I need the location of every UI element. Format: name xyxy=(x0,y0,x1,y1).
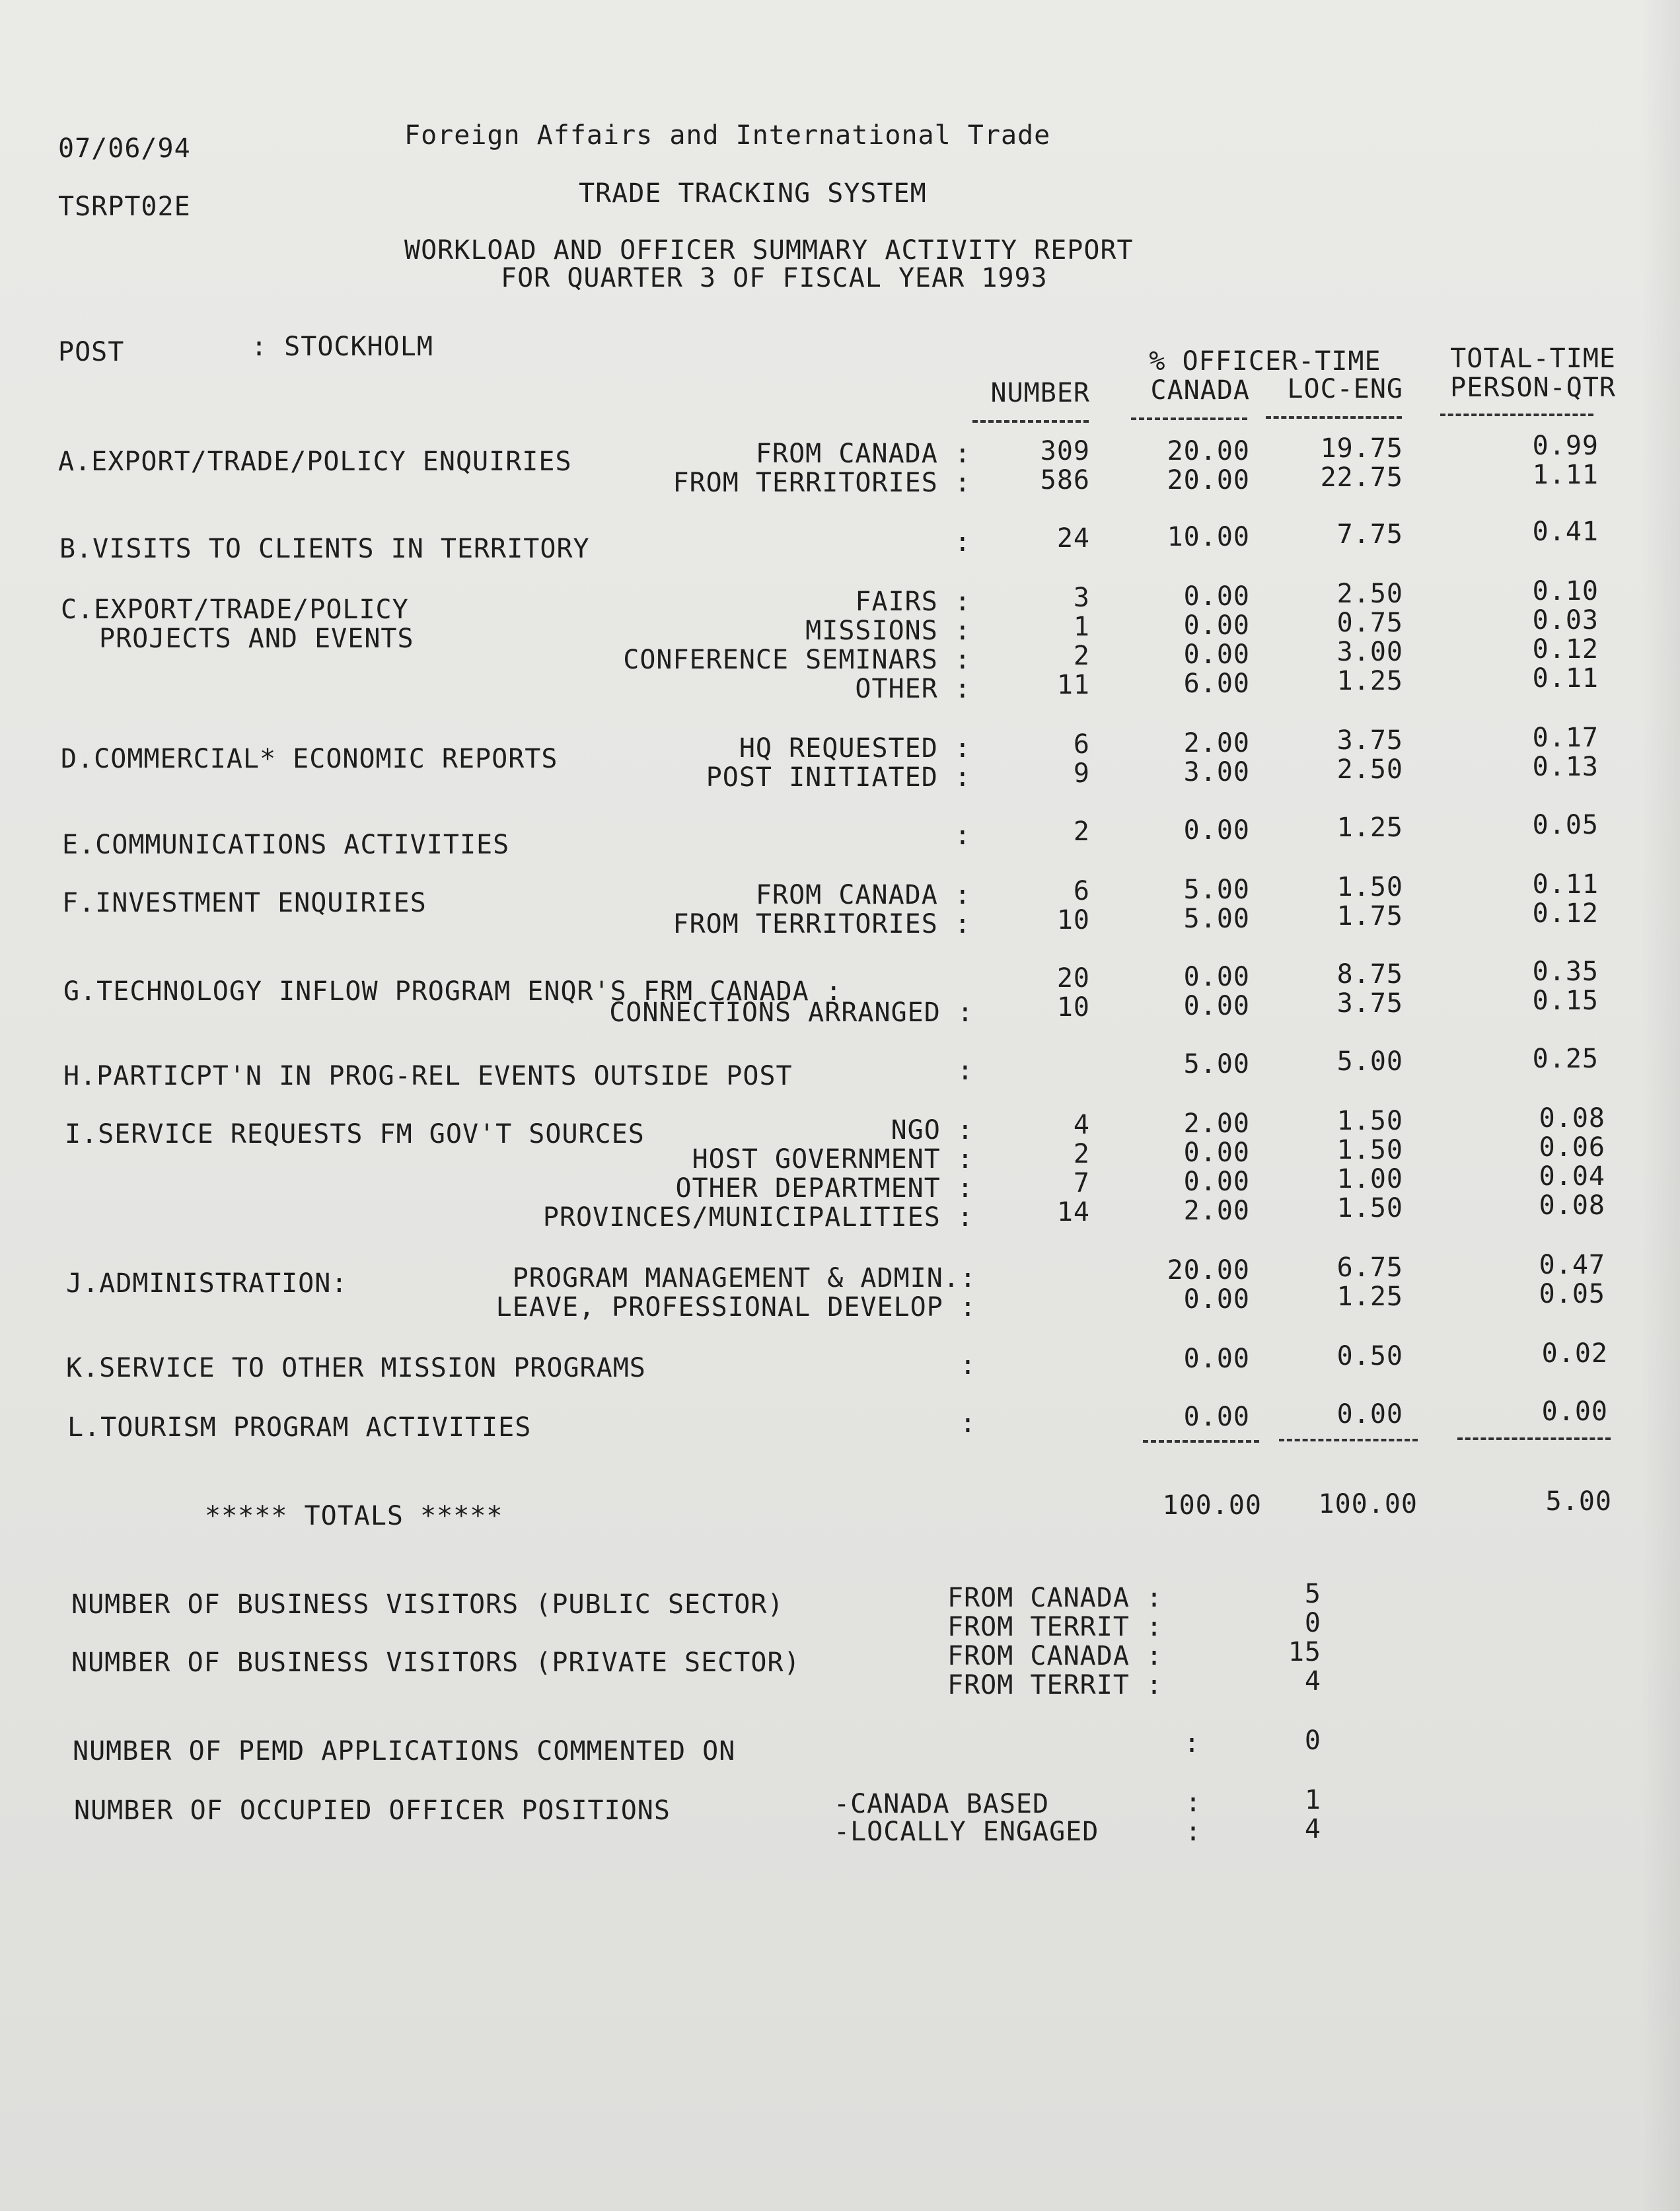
row-number: 14 xyxy=(1056,1197,1090,1227)
positions-canada-value: 1 xyxy=(1304,1785,1321,1815)
row-total: 0.11 xyxy=(1532,869,1599,900)
row-number: 1 xyxy=(1073,612,1090,642)
visitors-public-territ-label: FROM TERRIT : xyxy=(947,1612,1163,1642)
row-canada: 0.00 xyxy=(1183,1402,1250,1432)
row-loceng: 3.75 xyxy=(1336,988,1403,1019)
row-total: 0.13 xyxy=(1532,752,1599,782)
row-loceng: 1.50 xyxy=(1336,1135,1403,1165)
row-label: OTHER : xyxy=(855,674,971,704)
section-f-title: F.INVESTMENT ENQUIRIES xyxy=(62,888,427,918)
row-canada: 0.00 xyxy=(1183,1344,1250,1374)
row-loceng: 2.50 xyxy=(1336,579,1403,609)
row-number: 7 xyxy=(1073,1168,1090,1198)
pemd-label: NUMBER OF PEMD APPLICATIONS COMMENTED ON xyxy=(73,1736,736,1766)
visitors-private-territ-label: FROM TERRIT : xyxy=(947,1670,1163,1700)
row-loceng: 3.75 xyxy=(1336,725,1403,756)
pemd-value: 0 xyxy=(1304,1725,1321,1756)
row-label: HQ REQUESTED : xyxy=(739,733,971,764)
visitors-public-canada-value: 5 xyxy=(1304,1579,1321,1609)
col-loceng-rule xyxy=(1266,416,1402,419)
report-title-line1: WORKLOAD AND OFFICER SUMMARY ACTIVITY REPORT xyxy=(404,235,1134,266)
row-total: 0.15 xyxy=(1532,986,1599,1016)
row-number: 2 xyxy=(1073,1139,1090,1169)
row-canada: 6.00 xyxy=(1183,669,1250,699)
col-officer-time-header: % OFFICER-TIME xyxy=(1149,346,1381,377)
row-label: : xyxy=(959,1408,976,1439)
row-total: 0.08 xyxy=(1539,1190,1605,1221)
row-total: 0.00 xyxy=(1541,1396,1608,1427)
col-totaltime-header: TOTAL-TIME xyxy=(1450,344,1616,374)
row-canada: 0.00 xyxy=(1183,639,1250,670)
col-number-header: NUMBER xyxy=(990,378,1090,408)
row-label: FAIRS : xyxy=(855,587,971,617)
section-e-title: E.COMMUNICATIONS ACTIVITIES xyxy=(62,830,510,860)
row-canada: 20.00 xyxy=(1167,436,1250,466)
row-total: 0.11 xyxy=(1532,663,1599,694)
visitors-private-canada-label: FROM CANADA : xyxy=(947,1641,1163,1671)
department-name: Foreign Affairs and International Trade xyxy=(404,120,1051,151)
row-label: NGO : xyxy=(891,1115,974,1145)
row-loceng: 0.00 xyxy=(1336,1399,1403,1430)
row-number: 9 xyxy=(1073,758,1090,789)
col-personqtr-header: PERSON-QTR xyxy=(1450,373,1616,403)
row-total: 0.17 xyxy=(1532,723,1599,753)
row-canada: 0.00 xyxy=(1183,581,1250,612)
row-canada: 20.00 xyxy=(1167,465,1250,495)
system-name: TRADE TRACKING SYSTEM xyxy=(579,178,927,209)
col-loceng-header: LOC-ENG xyxy=(1287,374,1403,404)
section-g-title: G.TECHNOLOGY INFLOW PROGRAM ENQR'S FRM CANADA : xyxy=(63,976,842,1007)
row-label: PROGRAM MANAGEMENT & ADMIN.: xyxy=(512,1263,976,1293)
row-total: 1.11 xyxy=(1532,460,1599,490)
row-number: 24 xyxy=(1056,523,1090,554)
row-loceng: 1.25 xyxy=(1336,813,1403,843)
row-number: 2 xyxy=(1073,641,1090,671)
row-number: 10 xyxy=(1056,905,1090,935)
row-loceng: 5.00 xyxy=(1336,1046,1403,1077)
totals-total: 5.00 xyxy=(1545,1486,1612,1517)
row-label: CONFERENCE SEMINARS : xyxy=(623,645,971,675)
row-total: 0.05 xyxy=(1539,1279,1605,1309)
visitors-private-label: NUMBER OF BUSINESS VISITORS (PRIVATE SECTOR) xyxy=(71,1648,801,1678)
row-label: OTHER DEPARTMENT : xyxy=(675,1173,974,1204)
row-label: FROM CANADA : xyxy=(755,880,971,910)
row-canada: 2.00 xyxy=(1183,1196,1250,1226)
row-canada: 3.00 xyxy=(1183,757,1250,787)
section-i-title: I.SERVICE REQUESTS FM GOV'T SOURCES xyxy=(65,1119,645,1149)
row-canada: 0.00 xyxy=(1183,610,1250,641)
row-loceng: 6.75 xyxy=(1336,1252,1403,1283)
section-c-title-line2: PROJECTS AND EVENTS xyxy=(99,624,414,654)
positions-label: NUMBER OF OCCUPIED OFFICER POSITIONS xyxy=(74,1795,671,1826)
row-number: 4 xyxy=(1073,1110,1090,1140)
row-loceng: 1.50 xyxy=(1336,872,1403,902)
row-loceng: 1.25 xyxy=(1336,666,1403,696)
report-date: 07/06/94 xyxy=(58,133,191,164)
positions-local-value: 4 xyxy=(1304,1814,1321,1844)
row-canada: 0.00 xyxy=(1183,815,1250,846)
row-total: 0.12 xyxy=(1532,634,1599,665)
row-canada: 5.00 xyxy=(1183,1049,1250,1079)
visitors-public-label: NUMBER OF BUSINESS VISITORS (PUBLIC SECTOR) xyxy=(71,1589,784,1620)
row-canada: 0.00 xyxy=(1183,991,1250,1021)
row-canada: 2.00 xyxy=(1183,728,1250,758)
col-total-rule xyxy=(1440,414,1593,416)
row-label: CONNECTIONS ARRANGED : xyxy=(609,997,974,1028)
section-l-title: L.TOURISM PROGRAM ACTIVITIES xyxy=(67,1412,532,1443)
row-total: 0.35 xyxy=(1532,957,1599,987)
row-loceng: 1.75 xyxy=(1336,901,1403,931)
row-total: 0.06 xyxy=(1539,1132,1605,1163)
row-label: MISSIONS : xyxy=(805,616,971,646)
section-a-title: A.EXPORT/TRADE/POLICY ENQUIRIES xyxy=(58,447,572,477)
row-loceng: 1.00 xyxy=(1336,1164,1403,1194)
row-number: 3 xyxy=(1073,583,1090,613)
row-label: : xyxy=(957,1056,974,1086)
row-loceng: 1.25 xyxy=(1336,1282,1403,1312)
row-canada: 0.00 xyxy=(1183,1167,1250,1197)
row-total: 0.25 xyxy=(1532,1044,1599,1074)
totals-label: ***** TOTALS ***** xyxy=(205,1501,503,1531)
positions-local-label: -LOCALLY ENGAGED xyxy=(834,1817,1099,1847)
row-label: LEAVE, PROFESSIONAL DEVELOP : xyxy=(495,1292,976,1323)
section-c-title-line1: C.EXPORT/TRADE/POLICY xyxy=(61,595,409,625)
row-label: : xyxy=(959,1350,976,1381)
report-code: TSRPT02E xyxy=(58,192,191,222)
totals-canada-rule xyxy=(1143,1440,1259,1443)
col-number-rule xyxy=(972,420,1089,423)
row-loceng: 22.75 xyxy=(1320,462,1403,493)
row-loceng: 8.75 xyxy=(1336,959,1403,990)
totals-loceng: 100.00 xyxy=(1318,1489,1418,1519)
visitors-private-canada-value: 15 xyxy=(1288,1637,1321,1667)
row-number: 586 xyxy=(1040,465,1090,495)
row-total: 0.04 xyxy=(1539,1161,1605,1192)
positions-canada-label: -CANADA BASED xyxy=(834,1789,1050,1819)
page-edge-shadow xyxy=(1640,0,1680,2211)
visitors-private-territ-value: 4 xyxy=(1304,1666,1321,1696)
row-loceng: 19.75 xyxy=(1320,433,1403,464)
section-j-title: J.ADMINISTRATION: xyxy=(66,1268,348,1299)
col-canada-header: CANADA xyxy=(1150,375,1250,406)
row-loceng: 0.75 xyxy=(1336,608,1403,638)
visitors-public-canada-label: FROM CANADA : xyxy=(947,1583,1163,1613)
positions-local-colon: : xyxy=(1185,1817,1202,1847)
section-k-title: K.SERVICE TO OTHER MISSION PROGRAMS xyxy=(66,1353,646,1383)
row-total: 0.03 xyxy=(1532,605,1599,635)
row-canada: 0.00 xyxy=(1183,962,1250,992)
row-label: HOST GOVERNMENT : xyxy=(692,1144,974,1175)
row-number: 2 xyxy=(1073,816,1090,847)
row-label: POST INITIATED : xyxy=(706,762,971,793)
row-canada: 10.00 xyxy=(1167,522,1250,552)
row-canada: 5.00 xyxy=(1183,875,1250,905)
row-loceng: 1.50 xyxy=(1336,1106,1403,1136)
row-number: 6 xyxy=(1073,729,1090,760)
row-number: 6 xyxy=(1073,876,1090,906)
row-total: 0.08 xyxy=(1539,1103,1605,1134)
section-b-title: B.VISITS TO CLIENTS IN TERRITORY xyxy=(59,534,590,564)
totals-canada: 100.00 xyxy=(1162,1490,1262,1521)
row-number: 20 xyxy=(1056,963,1090,994)
visitors-public-territ-value: 0 xyxy=(1304,1608,1321,1638)
report-title-line2: FOR QUARTER 3 OF FISCAL YEAR 1993 xyxy=(501,263,1048,293)
positions-canada-colon: : xyxy=(1185,1788,1202,1818)
row-loceng: 1.50 xyxy=(1336,1193,1403,1223)
section-h-title: H.PARTICPT'N IN PROG-REL EVENTS OUTSIDE POST xyxy=(63,1061,793,1091)
section-d-title: D.COMMERCIAL* ECONOMIC REPORTS xyxy=(61,744,558,774)
row-canada: 5.00 xyxy=(1183,904,1250,934)
pemd-colon: : xyxy=(1184,1728,1201,1758)
post-label: POST xyxy=(58,337,125,367)
row-loceng: 2.50 xyxy=(1336,754,1403,785)
row-loceng: 3.00 xyxy=(1336,637,1403,667)
row-label: FROM TERRITORIES : xyxy=(673,468,971,498)
row-canada: 20.00 xyxy=(1167,1255,1250,1286)
row-label: PROVINCES/MUNICIPALITIES : xyxy=(542,1202,974,1233)
row-total: 0.05 xyxy=(1532,810,1599,840)
row-total: 0.47 xyxy=(1539,1250,1605,1280)
row-label: FROM TERRITORIES : xyxy=(673,909,971,939)
row-total: 0.12 xyxy=(1532,898,1599,929)
row-total: 0.10 xyxy=(1532,576,1599,606)
row-loceng: 0.50 xyxy=(1336,1341,1403,1371)
post-value: : STOCKHOLM xyxy=(251,332,433,362)
row-total: 0.02 xyxy=(1541,1338,1608,1369)
totals-loceng-rule xyxy=(1279,1439,1418,1441)
row-number: 309 xyxy=(1040,436,1090,466)
row-number: 10 xyxy=(1056,992,1090,1023)
row-number: 11 xyxy=(1056,670,1090,700)
col-canada-rule xyxy=(1131,417,1247,420)
row-loceng: 7.75 xyxy=(1336,519,1403,550)
row-canada: 0.00 xyxy=(1183,1138,1250,1168)
row-label: : xyxy=(954,820,971,851)
row-total: 0.99 xyxy=(1532,431,1599,461)
totals-total-rule xyxy=(1457,1437,1611,1440)
row-label: FROM CANADA : xyxy=(755,439,971,469)
row-label: : xyxy=(954,527,971,558)
row-canada: 2.00 xyxy=(1183,1108,1250,1139)
row-total: 0.41 xyxy=(1532,517,1599,547)
row-canada: 0.00 xyxy=(1183,1284,1250,1315)
